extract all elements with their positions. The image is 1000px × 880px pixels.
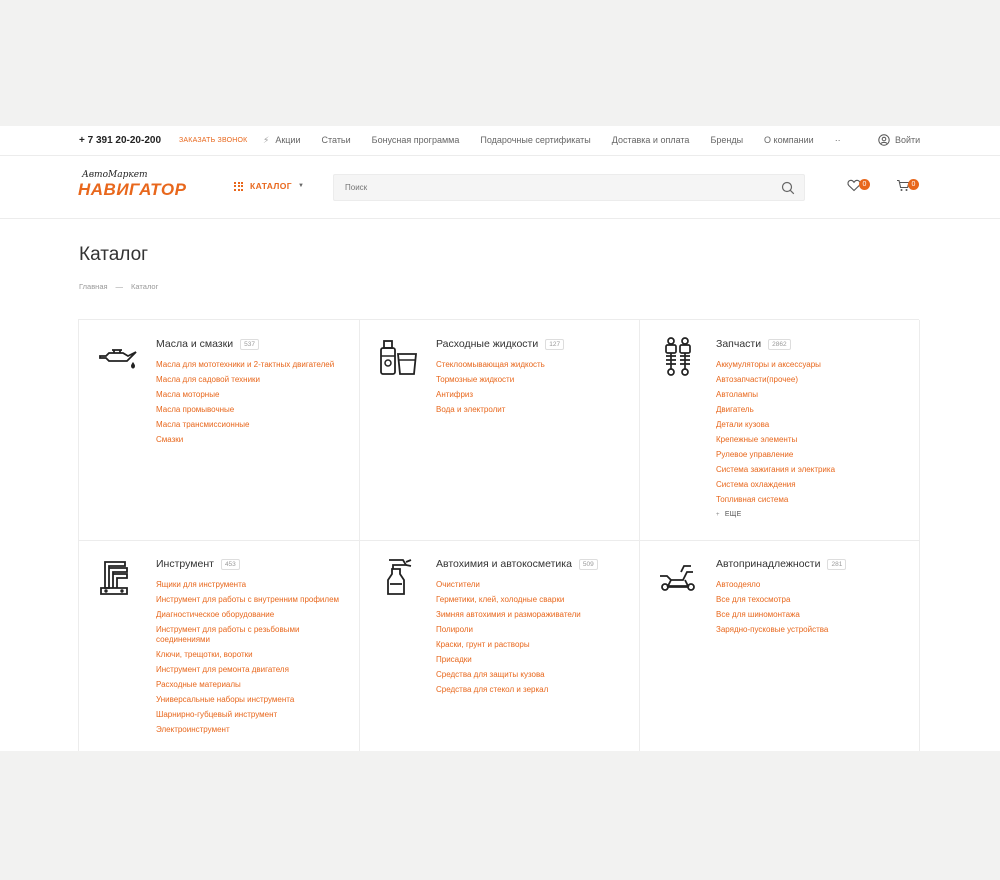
category-card-fluids [359, 320, 640, 541]
subcategory-link[interactable]: Вода и электролит [436, 404, 506, 414]
oil-can-icon [97, 336, 139, 378]
category-count: 127 [545, 339, 564, 350]
shock-absorbers-icon [657, 336, 699, 378]
user-icon [878, 134, 890, 146]
subcategory-link[interactable]: Двигатель [716, 404, 754, 414]
subcategory-link[interactable]: Электроинструмент [156, 725, 230, 735]
subcategory-link[interactable]: Система зажигания и электрика [716, 464, 836, 474]
subcategory-link[interactable]: Детали кузова [716, 419, 770, 429]
subcategory-link[interactable]: Масла для мототехники и 2-тактных двигателей [156, 360, 335, 369]
subcategory-link[interactable]: Масла для садовой техники [156, 374, 261, 384]
subcategory-link[interactable]: Аккумуляторы и аксессуары [716, 360, 821, 369]
grid-icon [234, 182, 243, 191]
category-card-oils [79, 320, 360, 541]
subcategory-link[interactable]: Шарнирно-губцевый инструмент [156, 710, 278, 720]
category-card-chemicals [359, 540, 640, 751]
subcategory-link[interactable]: Автолампы [716, 389, 758, 399]
subcategory-link[interactable]: Расходные материалы [156, 680, 241, 690]
top-nav [263, 135, 862, 146]
category-title[interactable]: Автохимия и автокосметика 509 [436, 558, 598, 570]
nav-link-articles[interactable]: Статьи [321, 135, 351, 145]
category-card-parts [639, 320, 920, 541]
subcategory-link[interactable]: Масла моторные [156, 389, 220, 399]
subcategory-link[interactable]: Автозапчасти(прочее) [716, 374, 798, 384]
subcategory-list [156, 360, 351, 450]
subcategory-link[interactable]: Рулевое управление [716, 449, 794, 459]
fluid-bottles-icon [377, 336, 419, 378]
category-title[interactable]: Масла и смазки 537 [156, 338, 259, 350]
subcategory-link[interactable]: Система охлаждения [716, 479, 796, 489]
plus-icon: + [716, 511, 720, 518]
subcategory-list [156, 580, 351, 740]
category-count: 509 [579, 559, 598, 570]
subcategory-link[interactable]: Стеклоомывающая жидкость [436, 360, 545, 369]
car-jack-icon [657, 556, 699, 598]
subcategory-list [716, 360, 911, 525]
breadcrumb-home[interactable]: Главная [79, 282, 108, 291]
subcategory-link[interactable]: Диагностическое оборудование [156, 609, 275, 619]
page-title: Каталог [79, 244, 149, 265]
search-input[interactable] [334, 175, 754, 200]
nav-link-promos[interactable]: Акции [275, 135, 301, 145]
subcategory-link[interactable]: Масла трансмиссионные [156, 419, 250, 429]
subcategory-list [716, 580, 911, 640]
category-count: 281 [827, 559, 846, 570]
show-more-button[interactable]: + ЕЩЕ [716, 510, 742, 518]
breadcrumb-separator: — [115, 282, 124, 291]
logo-title: НАВИГАТОР [78, 180, 187, 199]
nav-link-about[interactable]: О компании [764, 135, 814, 145]
cart-button[interactable] [896, 179, 919, 192]
subcategory-link[interactable]: Инструмент для ремонта двигателя [156, 665, 289, 675]
subcategory-link[interactable]: Средства для защиты кузова [436, 669, 545, 679]
subcategory-link[interactable]: Герметики, клей, холодные сварки [436, 594, 565, 604]
category-title[interactable]: Автопринадлежности 281 [716, 558, 846, 570]
subcategory-link[interactable]: Крепежные элементы [716, 434, 798, 444]
subcategory-link[interactable]: Ключи, трещотки, воротки [156, 650, 253, 660]
callback-link[interactable]: ЗАКАЗАТЬ ЗВОНОК [179, 137, 248, 144]
subcategory-link[interactable]: Смазки [156, 434, 184, 444]
top-bar [0, 126, 1000, 156]
subcategory-link[interactable]: Антифриз [436, 389, 474, 399]
page [0, 126, 1000, 751]
header [0, 157, 1000, 219]
catalog-menu-button[interactable] [234, 181, 304, 191]
nav-link-brands[interactable]: Бренды [710, 135, 744, 145]
subcategory-link[interactable]: Все для шиномонтажа [716, 609, 800, 619]
tools-icon [97, 556, 139, 598]
category-title[interactable]: Запчасти 2862 [716, 338, 791, 350]
search-box [333, 174, 805, 201]
category-title[interactable]: Расходные жидкости 127 [436, 338, 564, 350]
subcategory-link[interactable]: Ящики для инструмента [156, 580, 247, 589]
subcategory-list [436, 360, 631, 420]
category-count: 537 [240, 339, 259, 350]
subcategory-link[interactable]: Зимняя автохимия и размораживатели [436, 609, 581, 619]
subcategory-link[interactable]: Краски, грунт и растворы [436, 639, 530, 649]
subcategory-link[interactable]: Автоодеяло [716, 580, 761, 589]
subcategory-link[interactable]: Зарядно-пусковые устройства [716, 624, 829, 634]
subcategory-link[interactable]: Инструмент для работы с резьбовыми соединениями [156, 624, 300, 645]
spray-bottle-icon [377, 556, 419, 598]
subcategory-list [436, 580, 631, 700]
lightning-icon: ⚡ [263, 135, 270, 145]
nav-more-button[interactable]: ·· [834, 135, 841, 145]
category-grid [78, 319, 919, 751]
subcategory-link[interactable]: Все для техосмотра [716, 594, 791, 604]
category-card-tools [79, 540, 360, 751]
logo-subtitle: АвтоМаркет [82, 170, 148, 180]
subcategory-link[interactable]: Масла промывочные [156, 404, 235, 414]
subcategory-link[interactable]: Универсальные наборы инструмента [156, 695, 295, 705]
category-count: 453 [221, 559, 240, 570]
caret-down-icon: ▼ [298, 183, 305, 189]
subcategory-link[interactable]: Тормозные жидкости [436, 374, 515, 384]
login-label: Войти [895, 135, 921, 145]
category-title[interactable]: Инструмент 453 [156, 558, 240, 570]
cart-count-badge: 0 [908, 179, 919, 190]
category-card-accessories [639, 540, 920, 751]
subcategory-link[interactable]: Присадки [436, 654, 472, 664]
subcategory-link[interactable]: Топливная система [716, 494, 789, 504]
subcategory-link[interactable]: Инструмент для работы с внутренним профилем [156, 594, 340, 604]
phone-number[interactable]: + 7 391 20-20-200 [79, 135, 162, 146]
nav-link-delivery[interactable]: Доставка и оплата [611, 135, 690, 145]
subcategory-link[interactable]: Полироли [436, 624, 474, 634]
login-link[interactable] [878, 134, 920, 146]
subcategory-link[interactable]: Очистители [436, 580, 480, 589]
catalog-menu-label: КАТАЛОГ [250, 181, 292, 191]
category-count: 2862 [768, 339, 790, 350]
subcategory-link[interactable]: Средства для стекол и зеркал [436, 684, 549, 694]
nav-link-bonus[interactable]: Бонусная программа [371, 135, 460, 145]
breadcrumb-current: Каталог [131, 282, 159, 291]
breadcrumb [79, 282, 158, 291]
site-logo[interactable] [78, 170, 200, 200]
favorites-button[interactable] [847, 179, 870, 192]
favorites-count-badge: 0 [859, 179, 870, 190]
search-icon[interactable] [781, 181, 795, 195]
nav-link-gift-cards[interactable]: Подарочные сертификаты [480, 135, 591, 145]
